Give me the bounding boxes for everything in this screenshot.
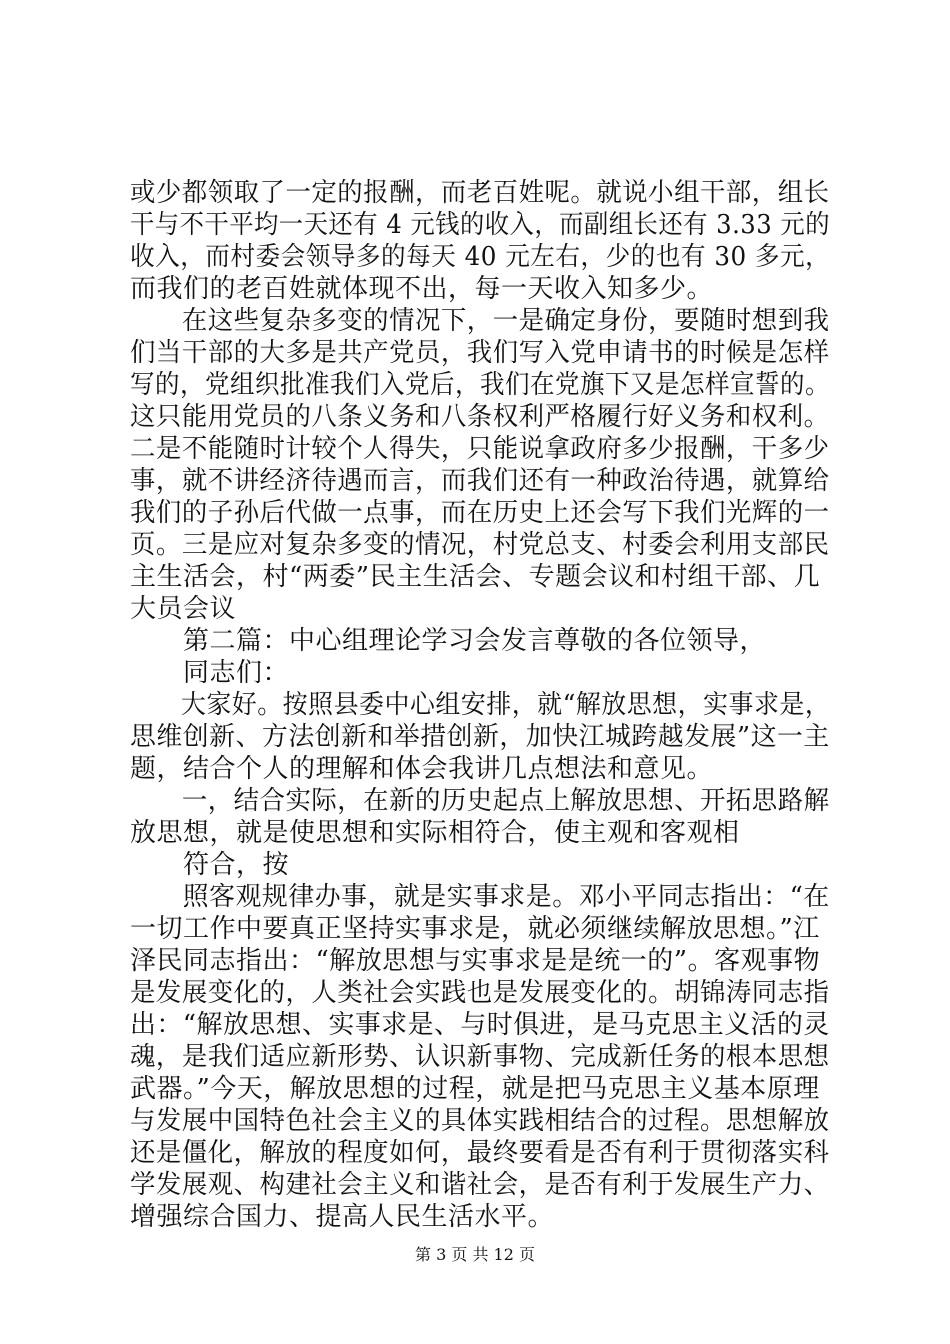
page-number-footer: 第 3 页 共 12 页 bbox=[415, 1245, 535, 1264]
text-line: 事，就不讲经济待遇而言，而我们还有一种政治待遇，就算给 bbox=[130, 466, 830, 496]
text-line: 照客观规律办事，就是实事求是。邓小平同志指出：“在 bbox=[130, 882, 830, 912]
text-line: 们当干部的大多是共产党员，我们写入党申请书的时候是怎样 bbox=[130, 338, 830, 368]
text-line: 是发展变化的，人类社会实践也是发展变化的。胡锦涛同志指 bbox=[130, 978, 830, 1008]
text-line: 写的，党组织批准我们入党后，我们在党旗下又是怎样宣誓的。 bbox=[130, 370, 831, 400]
text-line: 魂，是我们适应新形势、认识新事物、完成新任务的根本思想 bbox=[130, 1042, 830, 1072]
text-line: 我们的子孙后代做一点事，而在历史上还会写下我们光辉的一 bbox=[130, 498, 830, 528]
text-line: 还是僵化，解放的程度如何，最终要看是否有利于贯彻落实科 bbox=[130, 1138, 830, 1168]
text-line: 二是不能随时计较个人得失，只能说拿政府多少报酬，干多少 bbox=[130, 434, 830, 464]
text-line: 主生活会，村“两委”民主生活会、专题会议和村组干部、几 bbox=[130, 562, 821, 592]
text-line: 泽民同志指出：“解放思想与实事求是是统一的”。客观事物 bbox=[130, 946, 821, 976]
text-line: 而我们的老百姓就体现不出，每一天收入知多少。 bbox=[130, 274, 714, 304]
text-line: 同志们： bbox=[130, 658, 290, 688]
text-line: 放思想，就是使思想和实际相符合，使主观和客观相 bbox=[130, 818, 740, 848]
text-line: 出：“解放思想、实事求是、与时俱进，是马克思主义活的灵 bbox=[130, 1010, 830, 1040]
section-heading: 第二篇：中心组理论学习会发言尊敬的各位领导， bbox=[130, 626, 767, 656]
text-line: 页。三是应对复杂多变的情况，村党总支、村委会利用支部民 bbox=[130, 530, 830, 560]
text-line: 与发展中国特色社会主义的具体实践相结合的过程。思想解放 bbox=[130, 1106, 830, 1136]
text-line: 增强综合国力、提高人民生活水平。 bbox=[130, 1202, 555, 1232]
text-line: 思维创新、方法创新和举措创新，加快江城跨越发展”这一主 bbox=[130, 722, 830, 752]
text-line: 这只能用党员的八条义务和八条权利严格履行好义务和权利。 bbox=[130, 402, 830, 432]
text-line: 收入，而村委会领导多的每天 40 元左右，少的也有 30 多元， bbox=[130, 242, 831, 272]
text-line: 大员会议 bbox=[130, 594, 237, 624]
text-line: 武器。”今天，解放思想的过程，就是把马克思主义基本原理 bbox=[130, 1074, 820, 1104]
text-line: 一，结合实际，在新的历史起点上解放思想、开拓思路解 bbox=[130, 786, 830, 816]
text-line: 学发展观、构建社会主义和谐社会，是否有利于发展生产力、 bbox=[130, 1170, 830, 1200]
text-line: 或少都领取了一定的报酬，而老百姓呢。就说小组干部，组长 bbox=[130, 178, 830, 208]
text-line: 干与不干平均一天还有 4 元钱的收入，而副组长还有 3.33 元的 bbox=[130, 210, 830, 240]
text-line: 符合，按 bbox=[130, 850, 290, 880]
text-line: 题，结合个人的理解和体会我讲几点想法和意见。 bbox=[130, 754, 714, 784]
text-line: 大家好。按照县委中心组安排，就“解放思想，实事求是， bbox=[130, 690, 831, 720]
text-line: 一切工作中要真正坚持实事求是，就必须继续解放思想。”江 bbox=[130, 914, 820, 944]
text-line: 在这些复杂多变的情况下，一是确定身份，要随时想到我 bbox=[130, 306, 830, 336]
